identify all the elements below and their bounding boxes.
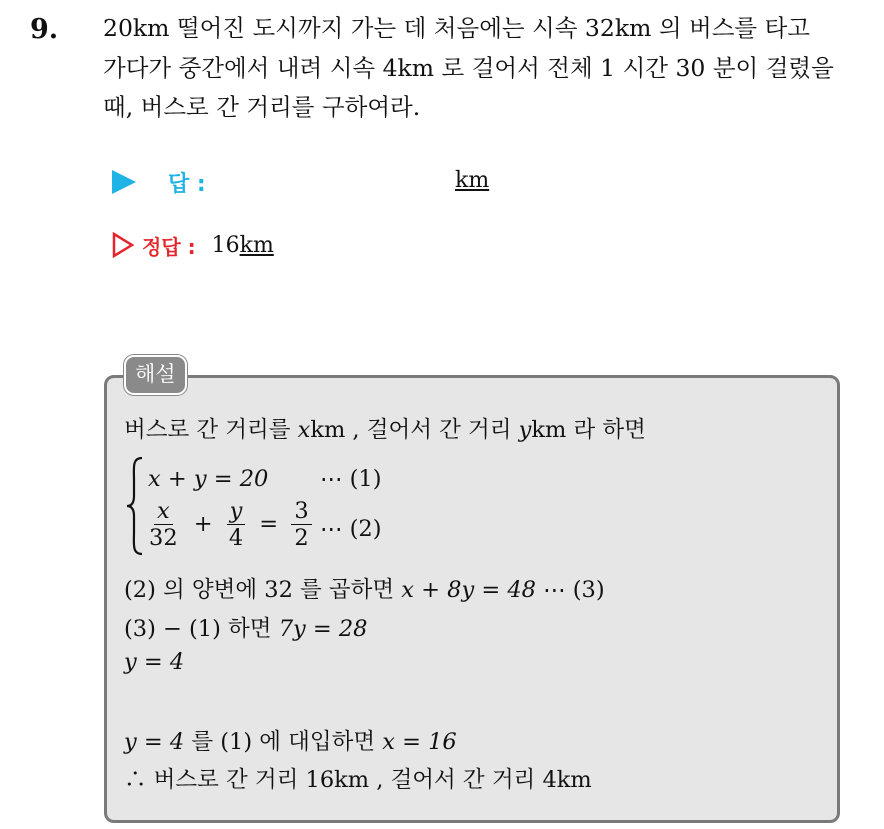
frac-num: 3 bbox=[291, 498, 311, 525]
system-brace bbox=[124, 456, 146, 556]
equation-2-ref: ⋯ (2) bbox=[320, 516, 382, 542]
correct-answer-row bbox=[112, 230, 274, 260]
line3-ref: ⋯ (3) bbox=[535, 577, 605, 603]
answer-unit: km bbox=[455, 168, 490, 193]
correct-answer-value bbox=[212, 233, 274, 258]
question-text-line-3: 때, 버스로 간 거리를 구하여라. bbox=[103, 93, 421, 121]
intro-text-a: 버스로 간 거리를 bbox=[124, 417, 298, 443]
explanation-line-4 bbox=[124, 611, 368, 643]
fraction-3-over-2 bbox=[291, 498, 311, 551]
equation-1-ref: ⋯ (1) bbox=[320, 466, 382, 492]
line4-text: (3) − (1) 하면 bbox=[124, 616, 279, 642]
correct-answer-label: 정답 : bbox=[142, 234, 196, 259]
frac-den: 2 bbox=[294, 525, 309, 551]
explanation-line-5: y = 4 bbox=[124, 649, 185, 675]
explanation-line-6 bbox=[124, 724, 457, 756]
plus-sign: + bbox=[193, 510, 213, 537]
equals-sign: = bbox=[259, 510, 279, 537]
question-text-line-2: 가다가 중간에서 내려 시속 4km 로 걸어서 전체 1 시간 30 분이 걸렸을 bbox=[103, 54, 834, 82]
line3-math: x + 8y = 48 bbox=[401, 577, 536, 603]
intro-var-x: x bbox=[297, 417, 311, 443]
explanation-conclusion: ∴ 버스로 간 거리 16km , 걸어서 간 거리 4km bbox=[124, 767, 592, 793]
frac-num: y bbox=[227, 498, 246, 525]
line6-text: 를 (1) 에 대입하면 bbox=[184, 729, 383, 755]
line3-text: (2) 의 양변에 32 를 곱하면 bbox=[124, 577, 402, 603]
equation-2 bbox=[146, 498, 312, 551]
explanation-tab: 해설 bbox=[124, 355, 187, 395]
frac-den: 4 bbox=[228, 525, 244, 551]
frac-den: 32 bbox=[149, 525, 178, 551]
answer-label: 답 : bbox=[168, 171, 206, 197]
intro-text-c: km 라 하면 bbox=[531, 417, 646, 443]
answer-row bbox=[112, 167, 206, 197]
explanation-line-3 bbox=[124, 572, 605, 604]
line6-math-2: x = 16 bbox=[382, 729, 457, 755]
line4-math: 7y = 28 bbox=[278, 616, 368, 642]
outline-triangle-icon bbox=[112, 232, 134, 258]
intro-var-y: y bbox=[518, 417, 532, 443]
explanation-intro bbox=[124, 412, 646, 444]
line6-math-1: y = 4 bbox=[124, 729, 185, 755]
correct-answer-number: 16 bbox=[211, 232, 240, 258]
fraction-x-over-32 bbox=[146, 498, 181, 551]
question-number: 9. bbox=[30, 14, 59, 45]
intro-text-b: km , 걸어서 간 거리 bbox=[310, 417, 519, 443]
frac-num: x bbox=[154, 498, 173, 525]
equation-1: x + y = 20 bbox=[148, 466, 269, 492]
play-triangle-icon bbox=[112, 170, 136, 194]
correct-answer-unit: km bbox=[239, 232, 274, 258]
question-text-line-1: 20km 떨어진 도시까지 가는 데 처음에는 시속 32km 의 버스를 타고 bbox=[103, 14, 810, 42]
fraction-y-over-4 bbox=[226, 498, 246, 551]
